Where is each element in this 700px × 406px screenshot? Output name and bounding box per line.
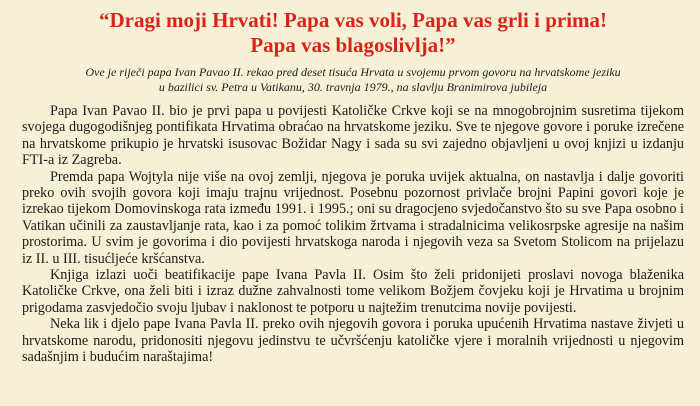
- paragraph-2: Premda papa Wojtyla nije više na ovoj zemlji, njegova je poruka uvijek aktualna, on nastavlja i dalje govoriti preko ovih svojih govora koji imaju trajnu vrijednost. Posebnu pozornost privlače brojni Papini govori koje je izrekao tijekom Domovinskoga rata između 1991. i 1995.; oni su dragocjeno svjedočanstvo što su sve Papa osobno i Vatikan učinili za zaustavljanje rata, kao i za pomoć tolikim žrtvama i stradalnicima velikosrpske agresije na našim prostorima. U svim je govorima i dio povijesti hrvatskoga naroda i njegovih veza sa Svetom Stolicom na prijelazu iz II. u III. tisućljeće kršćanstva.: [22, 168, 684, 267]
- quote-title: [22, 8, 684, 58]
- quote-subtitle-line-1: Ove je riječi papa Ivan Pavao II. rekao pred deset tisuća Hrvata u svojemu prvom govoru na hrvatskome jeziku: [85, 65, 621, 79]
- description-body: [22, 103, 684, 366]
- paragraph-4: Neka lik i djelo pape Ivana Pavla II. preko ovih njegovih govora i poruka upućenih Hrvatima nastave živjeti u hrvatskome narodu, pridonositi njegovu jedinstvu te učvršćenju katoličke vjere i moralnih vrijednosti u njegovim sadašnjim i budućim naraštajima!: [22, 316, 684, 366]
- quote-subtitle: [22, 65, 684, 95]
- paragraph-1: Papa Ivan Pavao II. bio je prvi papa u povijesti Katoličke Crkve koji se na mnogobrojnim susretima tijekom svojega dugogodišnjeg pontifikata Hrvatima obraćao na hrvatskome jeziku. Sve te njegove govore i poruke izrečene na hrvatskome prikupio je hrvatski isusovac Božidar Nagy i sada su svi zajedno objavljeni u ovoj knjizi u izdanju FTI-a iz Zagreba.: [22, 103, 684, 169]
- paragraph-3: Knjiga izlazi uoči beatifikacije pape Ivana Pavla II. Osim što želi pridonijeti proslavi novoga blaženika Katoličke Crkve, ona želi biti i izraz dužne zahvalnosti tome velikom Božjem čovjeku koji je Hrvatima u brojnim prigodama zasvjedočio svoju ljubav i naklonost te potporu u najtežim trenutcima novije povijesti.: [22, 267, 684, 316]
- quote-subtitle-line-2: u bazilici sv. Petra u Vatikanu, 30. travnja 1979., na slavlju Branimirova jubileja: [158, 80, 548, 94]
- quote-title-line-2: Papa vas blagoslivlja!”: [250, 33, 456, 57]
- quote-title-line-1: “Dragi moji Hrvati! Papa vas voli, Papa vas grli i prima!: [98, 8, 608, 32]
